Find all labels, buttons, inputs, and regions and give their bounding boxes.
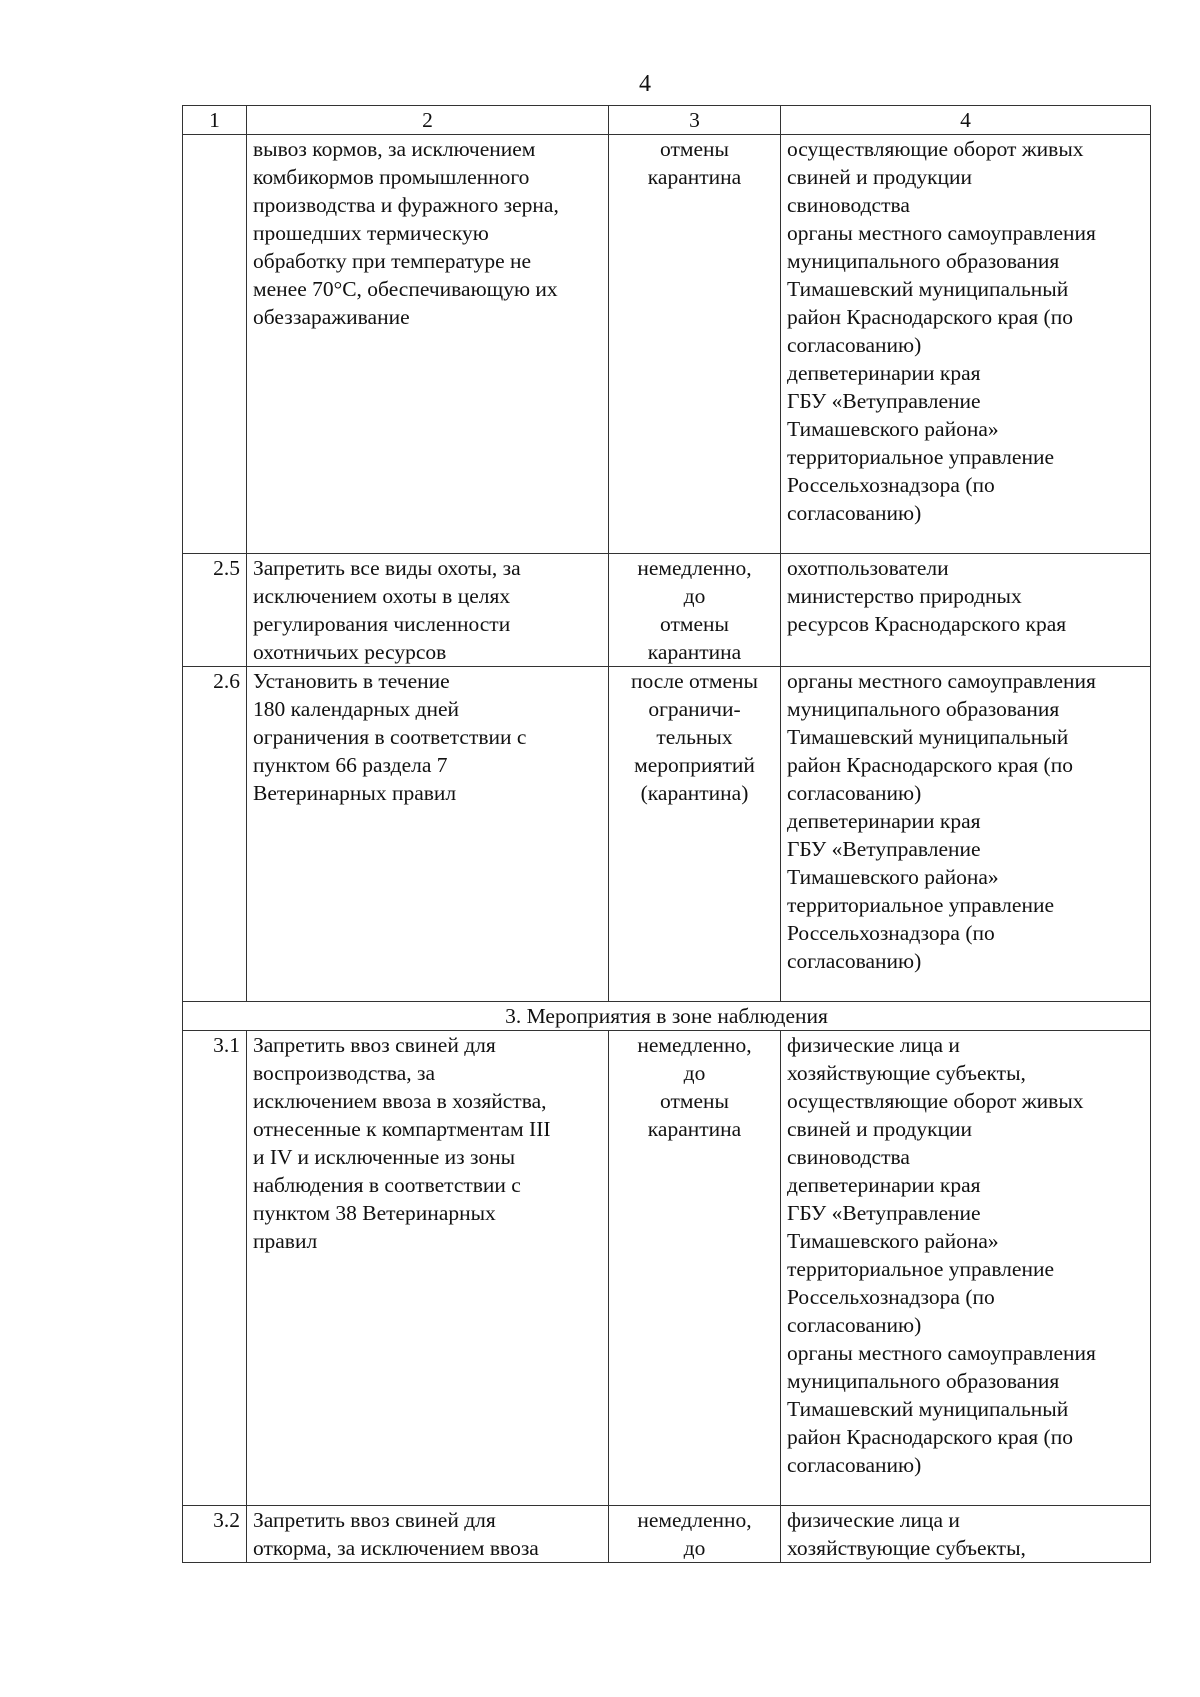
responsible-cell-line: свиней и продукции: [787, 165, 973, 189]
term-cell: [609, 554, 781, 667]
term-cell: [609, 667, 781, 1002]
responsible-cell-line: Россельхознадзора (по: [787, 921, 995, 945]
responsible-cell-line: органы местного самоуправления: [787, 1341, 1096, 1365]
responsible-cell-line: министерство природных: [787, 584, 1022, 608]
responsible-cell-line: депветеринарии края: [787, 1173, 981, 1197]
term-cell: [609, 1031, 781, 1506]
responsible-cell-line: хозяйствующие субъекты,: [787, 1536, 1026, 1560]
responsible-cell-line: Тимашевский муниципальный: [787, 277, 1069, 301]
item-number: 3.2: [183, 1506, 247, 1563]
responsible-cell-line: осуществляющие оборот живых: [787, 1089, 1084, 1113]
responsible-cell-line: органы местного самоуправления: [787, 221, 1096, 245]
section-title: 3. Мероприятия в зоне наблюдения: [183, 1002, 1151, 1031]
action-cell-line: исключением охоты в целях: [253, 584, 511, 608]
action-cell-line: Запретить ввоз свиней для: [253, 1033, 496, 1057]
item-number: [183, 135, 247, 554]
responsible-cell-line: согласованию): [787, 781, 922, 805]
page-number: 4: [639, 71, 651, 97]
term-cell-line: (карантина): [640, 781, 749, 805]
action-cell-line: воспроизводства, за: [253, 1061, 436, 1085]
action-cell-line: пунктом 66 раздела 7: [253, 753, 448, 777]
responsible-cell: [781, 1031, 1151, 1506]
responsible-cell-line: ГБУ «Ветуправление: [787, 837, 981, 861]
item-number: 3.1: [183, 1031, 247, 1506]
responsible-cell-line: район Краснодарского края (по: [787, 305, 1073, 329]
responsible-cell-line: муниципального образования: [787, 1369, 1060, 1393]
column-number-1: 1: [183, 106, 247, 135]
action-cell: [247, 135, 609, 554]
table-row: [183, 135, 1151, 554]
term-cell-line: до: [683, 1536, 706, 1560]
table-row: [183, 667, 1151, 1002]
action-cell-line: регулирования численности: [253, 612, 511, 636]
responsible-cell-line: Тимашевского района»: [787, 865, 999, 889]
responsible-cell-line: муниципального образования: [787, 249, 1060, 273]
responsible-cell-line: территориальное управление: [787, 893, 1055, 917]
responsible-cell: [781, 1506, 1151, 1563]
action-cell-line: Запретить ввоз свиней для: [253, 1508, 496, 1532]
action-cell: [247, 554, 609, 667]
responsible-cell-line: Тимашевского района»: [787, 417, 999, 441]
action-cell-line: Установить в течение: [253, 669, 450, 693]
action-cell: [247, 1031, 609, 1506]
term-cell-line: карантина: [647, 640, 742, 664]
term-cell-line: после отмены: [631, 669, 758, 693]
action-cell-line: правил: [253, 1229, 318, 1253]
responsible-cell-line: муниципального образования: [787, 697, 1060, 721]
term-cell-line: отмены: [660, 137, 729, 161]
action-cell-line: 180 календарных дней: [253, 697, 460, 721]
action-cell-line: комбикормов промышленного: [253, 165, 530, 189]
responsible-cell-line: согласованию): [787, 1313, 922, 1337]
responsible-cell-line: охотпользователи: [787, 556, 949, 580]
section-row: [183, 1002, 1151, 1031]
responsible-cell-line: свиней и продукции: [787, 1117, 973, 1141]
action-cell-line: откорма, за исключением ввоза: [253, 1536, 539, 1560]
column-number-2: 2: [247, 106, 609, 135]
table-row: [183, 554, 1151, 667]
action-cell-line: ограничения в соответствии с: [253, 725, 527, 749]
term-cell-line: карантина: [647, 165, 742, 189]
responsible-cell-line: согласованию): [787, 1453, 922, 1477]
action-cell-line: обработку при температуре не: [253, 249, 532, 273]
term-cell: [609, 135, 781, 554]
term-cell-line: тельных: [656, 725, 733, 749]
action-cell: [247, 667, 609, 1002]
responsible-cell-line: район Краснодарского края (по: [787, 1425, 1073, 1449]
term-cell-line: мероприятий: [634, 753, 755, 777]
action-cell-line: Ветеринарных правил: [253, 781, 457, 805]
responsible-cell-line: физические лица и: [787, 1508, 960, 1532]
responsible-cell: [781, 554, 1151, 667]
responsible-cell-line: осуществляющие оборот живых: [787, 137, 1084, 161]
responsible-cell: [781, 667, 1151, 1002]
term-cell-line: карантина: [647, 1117, 742, 1141]
cell-spacer: [787, 527, 1144, 553]
action-cell-line: отнесенные к компартментам III: [253, 1117, 551, 1141]
responsible-cell-line: хозяйствующие субъекты,: [787, 1061, 1026, 1085]
responsible-cell-line: физические лица и: [787, 1033, 960, 1057]
cell-spacer: [787, 975, 1144, 1001]
term-cell-line: до: [683, 1061, 706, 1085]
responsible-cell-line: согласованию): [787, 949, 922, 973]
column-number-4: 4: [781, 106, 1151, 135]
term-cell-line: немедленно,: [637, 1508, 752, 1532]
action-cell-line: обеззараживание: [253, 305, 410, 329]
action-cell-line: производства и фуражного зерна,: [253, 193, 559, 217]
action-cell-line: наблюдения в соответствии с: [253, 1173, 521, 1197]
term-cell-line: немедленно,: [637, 556, 752, 580]
table-header-row: [183, 106, 1151, 135]
action-cell: [247, 1506, 609, 1563]
action-cell-line: вывоз кормов, за исключением: [253, 137, 536, 161]
term-cell-line: отмены: [660, 1089, 729, 1113]
responsible-cell-line: органы местного самоуправления: [787, 669, 1096, 693]
table-row: [183, 1031, 1151, 1506]
responsible-cell-line: Тимашевский муниципальный: [787, 1397, 1069, 1421]
responsible-cell-line: ГБУ «Ветуправление: [787, 389, 981, 413]
cell-spacer: [787, 1479, 1144, 1505]
responsible-cell-line: свиноводства: [787, 1145, 910, 1169]
responsible-cell-line: ресурсов Краснодарского края: [787, 612, 1067, 636]
measures-table: [182, 105, 1151, 1563]
term-cell-line: ограничи-: [648, 697, 741, 721]
action-cell-line: исключением ввоза в хозяйства,: [253, 1089, 547, 1113]
responsible-cell-line: ГБУ «Ветуправление: [787, 1201, 981, 1225]
responsible-cell-line: согласованию): [787, 333, 922, 357]
responsible-cell-line: депветеринарии края: [787, 809, 981, 833]
responsible-cell-line: Россельхознадзора (по: [787, 473, 995, 497]
responsible-cell-line: территориальное управление: [787, 445, 1055, 469]
action-cell-line: прошедших термическую: [253, 221, 489, 245]
action-cell-line: менее 70°С, обеспечивающую их: [253, 277, 558, 301]
item-number: 2.5: [183, 554, 247, 667]
action-cell-line: и IV и исключенные из зоны: [253, 1145, 516, 1169]
term-cell-line: до: [683, 584, 706, 608]
responsible-cell-line: свиноводства: [787, 193, 910, 217]
responsible-cell-line: депветеринарии края: [787, 361, 981, 385]
action-cell-line: пунктом 38 Ветеринарных: [253, 1201, 496, 1225]
table-row: [183, 1506, 1151, 1563]
term-cell: [609, 1506, 781, 1563]
term-cell-line: отмены: [660, 612, 729, 636]
responsible-cell-line: район Краснодарского края (по: [787, 753, 1073, 777]
responsible-cell-line: территориальное управление: [787, 1257, 1055, 1281]
action-cell-line: охотничьих ресурсов: [253, 640, 447, 664]
term-cell-line: немедленно,: [637, 1033, 752, 1057]
action-cell-line: Запретить все виды охоты, за: [253, 556, 521, 580]
responsible-cell-line: Тимашевский муниципальный: [787, 725, 1069, 749]
responsible-cell-line: Россельхознадзора (по: [787, 1285, 995, 1309]
responsible-cell-line: Тимашевского района»: [787, 1229, 999, 1253]
item-number: 2.6: [183, 667, 247, 1002]
responsible-cell: [781, 135, 1151, 554]
column-number-3: 3: [609, 106, 781, 135]
responsible-cell-line: согласованию): [787, 501, 922, 525]
